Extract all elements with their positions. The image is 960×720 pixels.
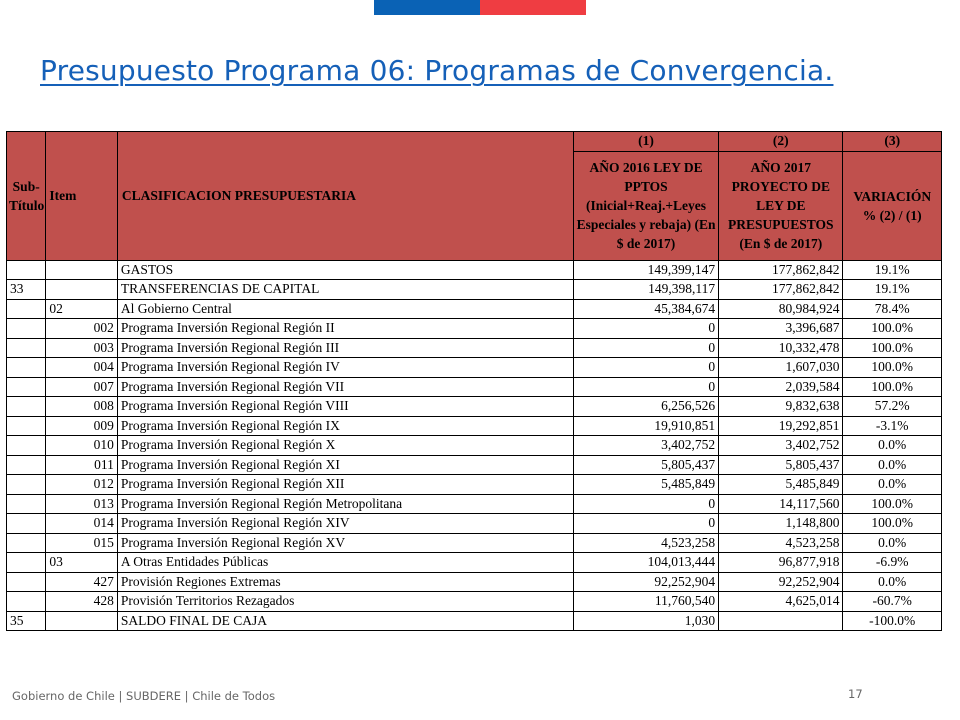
table-row <box>7 436 942 456</box>
page-title[interactable]: Presupuesto Programa 06: Programas de Convergencia. <box>40 54 834 87</box>
cell-subtitulo <box>7 319 46 339</box>
cell-clasificacion: TRANSFERENCIAS DE CAPITAL <box>117 280 573 300</box>
cell-variacion: 100.0% <box>843 514 942 534</box>
cell-item <box>46 280 118 300</box>
cell-item: 003 <box>46 338 118 358</box>
header-subtitulo: Sub-Título <box>7 132 46 261</box>
cell-proyecto-2017: 1,607,030 <box>719 358 843 378</box>
cell-clasificacion: Programa Inversión Regional Región X <box>117 436 573 456</box>
cell-ley-2016: 0 <box>573 338 718 358</box>
cell-subtitulo <box>7 514 46 534</box>
cell-variacion: 19.1% <box>843 280 942 300</box>
cell-variacion: 100.0% <box>843 494 942 514</box>
cell-clasificacion: Provisión Regiones Extremas <box>117 572 573 592</box>
cell-clasificacion: Programa Inversión Regional Región XII <box>117 475 573 495</box>
cell-clasificacion: Programa Inversión Regional Región VIII <box>117 397 573 417</box>
cell-clasificacion: Programa Inversión Regional Región XIV <box>117 514 573 534</box>
table-row <box>7 338 942 358</box>
table-body <box>7 260 942 631</box>
cell-clasificacion: Programa Inversión Regional Región III <box>117 338 573 358</box>
cell-variacion: -3.1% <box>843 416 942 436</box>
table-row <box>7 455 942 475</box>
table-row <box>7 553 942 573</box>
cell-clasificacion: GASTOS <box>117 260 573 280</box>
table-row <box>7 260 942 280</box>
cell-item: 011 <box>46 455 118 475</box>
cell-proyecto-2017: 92,252,904 <box>719 572 843 592</box>
header-variacion: VARIACIÓN % (2) / (1) <box>843 151 942 260</box>
cell-proyecto-2017: 2,039,584 <box>719 377 843 397</box>
cell-ley-2016: 11,760,540 <box>573 592 718 612</box>
table-row <box>7 280 942 300</box>
cell-item: 009 <box>46 416 118 436</box>
cell-ley-2016: 0 <box>573 377 718 397</box>
cell-subtitulo <box>7 377 46 397</box>
cell-ley-2016: 0 <box>573 358 718 378</box>
cell-proyecto-2017: 80,984,924 <box>719 299 843 319</box>
cell-item: 010 <box>46 436 118 456</box>
cell-clasificacion: Provisión Territorios Rezagados <box>117 592 573 612</box>
cell-variacion: 0.0% <box>843 533 942 553</box>
table-row <box>7 475 942 495</box>
header-item: Item <box>46 132 118 261</box>
cell-proyecto-2017: 3,402,752 <box>719 436 843 456</box>
cell-variacion: 0.0% <box>843 572 942 592</box>
footer-text: Gobierno de Chile | SUBDERE | Chile de Todos <box>12 689 276 703</box>
cell-ley-2016: 3,402,752 <box>573 436 718 456</box>
header-year-2016: AÑO 2016 LEY DE PPTOS (Inicial+Reaj.+Leyes Especiales y rebaja) (En $ de 2017) <box>573 151 718 260</box>
cell-item: 002 <box>46 319 118 339</box>
table-row <box>7 514 942 534</box>
table-row <box>7 299 942 319</box>
table-row <box>7 611 942 631</box>
flag-stripe-blue <box>374 0 480 15</box>
cell-ley-2016: 149,398,117 <box>573 280 718 300</box>
header-clasificacion: CLASIFICACION PRESUPUESTARIA <box>117 132 573 261</box>
cell-proyecto-2017 <box>719 611 843 631</box>
cell-proyecto-2017: 96,877,918 <box>719 553 843 573</box>
cell-subtitulo <box>7 553 46 573</box>
cell-ley-2016: 0 <box>573 514 718 534</box>
cell-item <box>46 260 118 280</box>
cell-ley-2016: 104,013,444 <box>573 553 718 573</box>
cell-subtitulo <box>7 260 46 280</box>
cell-item: 014 <box>46 514 118 534</box>
cell-ley-2016: 4,523,258 <box>573 533 718 553</box>
header-row-codes <box>7 132 942 152</box>
cell-proyecto-2017: 3,396,687 <box>719 319 843 339</box>
cell-item: 004 <box>46 358 118 378</box>
cell-clasificacion: Al Gobierno Central <box>117 299 573 319</box>
cell-ley-2016: 6,256,526 <box>573 397 718 417</box>
cell-proyecto-2017: 10,332,478 <box>719 338 843 358</box>
cell-subtitulo <box>7 299 46 319</box>
header-col3: (3) <box>843 132 942 152</box>
cell-proyecto-2017: 4,523,258 <box>719 533 843 553</box>
cell-subtitulo <box>7 416 46 436</box>
header-year-2017: AÑO 2017 PROYECTO DE LEY DE PRESUPUESTOS (En $ de 2017) <box>719 151 843 260</box>
cell-subtitulo <box>7 358 46 378</box>
cell-item: 013 <box>46 494 118 514</box>
table-row <box>7 572 942 592</box>
flag-stripe-red <box>480 0 586 15</box>
cell-ley-2016: 5,485,849 <box>573 475 718 495</box>
cell-variacion: 19.1% <box>843 260 942 280</box>
cell-variacion: 0.0% <box>843 455 942 475</box>
cell-subtitulo: 33 <box>7 280 46 300</box>
cell-ley-2016: 19,910,851 <box>573 416 718 436</box>
cell-item <box>46 611 118 631</box>
cell-ley-2016: 149,399,147 <box>573 260 718 280</box>
cell-ley-2016: 5,805,437 <box>573 455 718 475</box>
cell-item: 007 <box>46 377 118 397</box>
cell-subtitulo <box>7 338 46 358</box>
table-row <box>7 416 942 436</box>
cell-clasificacion: SALDO FINAL DE CAJA <box>117 611 573 631</box>
cell-ley-2016: 0 <box>573 319 718 339</box>
cell-ley-2016: 45,384,674 <box>573 299 718 319</box>
cell-clasificacion: Programa Inversión Regional Región VII <box>117 377 573 397</box>
cell-subtitulo <box>7 592 46 612</box>
cell-variacion: -60.7% <box>843 592 942 612</box>
cell-ley-2016: 92,252,904 <box>573 572 718 592</box>
cell-proyecto-2017: 4,625,014 <box>719 592 843 612</box>
cell-item: 03 <box>46 553 118 573</box>
cell-ley-2016: 0 <box>573 494 718 514</box>
header-col1: (1) <box>573 132 718 152</box>
cell-subtitulo <box>7 455 46 475</box>
cell-proyecto-2017: 5,805,437 <box>719 455 843 475</box>
table-row <box>7 358 942 378</box>
cell-proyecto-2017: 5,485,849 <box>719 475 843 495</box>
budget-table <box>6 131 942 631</box>
table-row <box>7 592 942 612</box>
cell-subtitulo <box>7 533 46 553</box>
table-row <box>7 533 942 553</box>
cell-item: 427 <box>46 572 118 592</box>
page-number: 17 <box>848 687 863 701</box>
cell-variacion: 100.0% <box>843 319 942 339</box>
cell-item: 008 <box>46 397 118 417</box>
table-row <box>7 319 942 339</box>
cell-proyecto-2017: 9,832,638 <box>719 397 843 417</box>
cell-clasificacion: A Otras Entidades Públicas <box>117 553 573 573</box>
cell-item: 012 <box>46 475 118 495</box>
cell-proyecto-2017: 14,117,560 <box>719 494 843 514</box>
header-col2: (2) <box>719 132 843 152</box>
cell-variacion: 100.0% <box>843 358 942 378</box>
cell-variacion: 100.0% <box>843 377 942 397</box>
cell-clasificacion: Programa Inversión Regional Región XV <box>117 533 573 553</box>
cell-variacion: 0.0% <box>843 436 942 456</box>
cell-subtitulo <box>7 475 46 495</box>
table-row <box>7 397 942 417</box>
cell-proyecto-2017: 1,148,800 <box>719 514 843 534</box>
cell-clasificacion: Programa Inversión Regional Región XI <box>117 455 573 475</box>
cell-variacion: 0.0% <box>843 475 942 495</box>
table-row <box>7 494 942 514</box>
cell-subtitulo <box>7 397 46 417</box>
cell-proyecto-2017: 19,292,851 <box>719 416 843 436</box>
cell-subtitulo <box>7 494 46 514</box>
cell-clasificacion: Programa Inversión Regional Región Metropolitana <box>117 494 573 514</box>
cell-proyecto-2017: 177,862,842 <box>719 260 843 280</box>
cell-item: 02 <box>46 299 118 319</box>
table-row <box>7 377 942 397</box>
cell-variacion: -6.9% <box>843 553 942 573</box>
cell-item: 015 <box>46 533 118 553</box>
cell-clasificacion: Programa Inversión Regional Región II <box>117 319 573 339</box>
cell-variacion: 100.0% <box>843 338 942 358</box>
cell-clasificacion: Programa Inversión Regional Región IV <box>117 358 573 378</box>
cell-ley-2016: 1,030 <box>573 611 718 631</box>
cell-variacion: -100.0% <box>843 611 942 631</box>
cell-subtitulo <box>7 572 46 592</box>
cell-item: 428 <box>46 592 118 612</box>
cell-subtitulo <box>7 436 46 456</box>
cell-subtitulo: 35 <box>7 611 46 631</box>
cell-proyecto-2017: 177,862,842 <box>719 280 843 300</box>
cell-variacion: 78.4% <box>843 299 942 319</box>
cell-variacion: 57.2% <box>843 397 942 417</box>
cell-clasificacion: Programa Inversión Regional Región IX <box>117 416 573 436</box>
